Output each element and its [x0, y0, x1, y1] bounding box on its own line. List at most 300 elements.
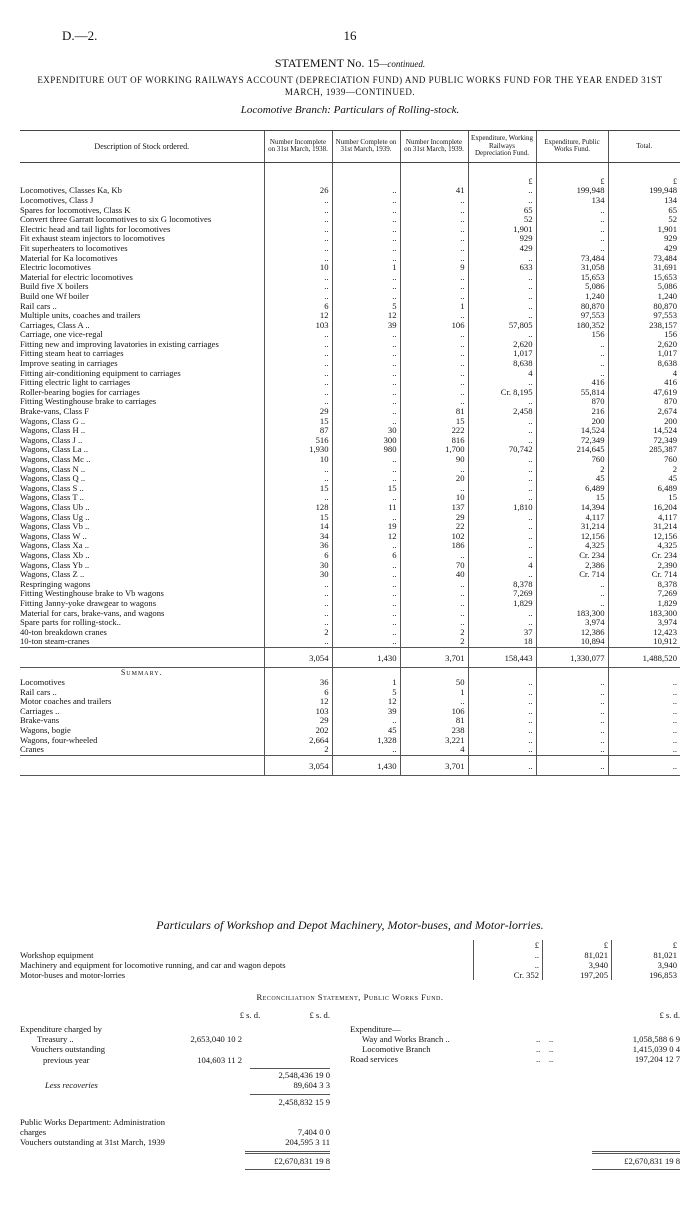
row-value: 15,653 [536, 273, 608, 283]
empty-cell [264, 668, 332, 678]
recon-title: Reconciliation Statement, Public Works Fund. [256, 992, 444, 1002]
empty-cell [536, 668, 608, 678]
row-label: Fitting Westinghouse brake to Vb wagons [20, 589, 164, 599]
row-value: .. [400, 349, 468, 359]
row-value: 37 [468, 628, 536, 638]
row-value: 26 [264, 186, 332, 196]
row-value: .. [400, 397, 468, 407]
row-value: 1,810 [468, 503, 536, 513]
row-value: 15 [264, 513, 332, 523]
row-value: .. [608, 678, 680, 688]
row-value: .. [400, 225, 468, 235]
summary-row [20, 726, 680, 736]
road-services-label: Road services [350, 1054, 398, 1064]
row-label: Wagons, Class La .. [20, 445, 89, 455]
row-value: 4,117 [536, 513, 608, 523]
row-value: .. [468, 273, 536, 283]
row-value: .. [468, 493, 536, 503]
row-value: 1 [332, 678, 400, 688]
row-value: 39 [332, 707, 400, 717]
row-value: .. [264, 609, 332, 619]
row-value: 31,214 [608, 522, 680, 532]
table-row [20, 436, 680, 446]
row-value: .. [608, 707, 680, 717]
row-value: .. [264, 225, 332, 235]
row-value: 19 [332, 522, 400, 532]
row-value: .. [468, 436, 536, 446]
row-value: .. [332, 215, 400, 225]
row-value: .. [400, 580, 468, 590]
table-row [20, 292, 680, 302]
row-value: .. [400, 697, 468, 707]
table-row [20, 599, 680, 609]
row-value: 199,948 [536, 186, 608, 196]
row-value: 22 [400, 522, 468, 532]
workshop-value: 197,205 [542, 970, 611, 980]
rolling-stock-table [20, 130, 680, 776]
row-value: .. [264, 330, 332, 340]
row-value: Cr. 234 [608, 551, 680, 561]
row-value: .. [264, 369, 332, 379]
row-value: 12 [332, 311, 400, 321]
row-value: 12 [264, 697, 332, 707]
row-value: .. [264, 637, 332, 647]
row-value: .. [536, 697, 608, 707]
row-value: .. [264, 206, 332, 216]
row-value: 14,394 [536, 503, 608, 513]
row-value: 41 [400, 186, 468, 196]
row-value: 10,894 [536, 637, 608, 647]
row-value: .. [536, 678, 608, 688]
row-value: 55,814 [536, 388, 608, 398]
row-value: .. [400, 599, 468, 609]
table-header [20, 131, 680, 163]
row-value: 3,221 [400, 736, 468, 746]
row-value: 156 [608, 330, 680, 340]
row-value: 45 [608, 474, 680, 484]
row-label: Build one Wf boiler [20, 291, 89, 301]
row-value: 516 [264, 436, 332, 446]
row-value: .. [400, 484, 468, 494]
workshop-value: £ [611, 940, 680, 950]
row-label: Material for cars, brake-vans, and wagons [20, 608, 165, 618]
row-label: Spare parts for rolling-stock.. [20, 618, 121, 628]
pwd-label-2: charges [20, 1127, 47, 1137]
row-value: .. [468, 292, 536, 302]
row-label: Fitting Westinghouse brake to carriages [20, 397, 157, 407]
table-row [20, 484, 680, 494]
row-value: 929 [608, 234, 680, 244]
row-value: 70,742 [468, 445, 536, 455]
row-value: .. [400, 292, 468, 302]
row-value: 2,458 [468, 407, 536, 417]
row-value: .. [264, 282, 332, 292]
row-value: 870 [536, 397, 608, 407]
row-value: 2,620 [468, 340, 536, 350]
row-value: 73,484 [608, 254, 680, 264]
row-value: .. [264, 273, 332, 283]
row-value: 1,700 [400, 445, 468, 455]
row-label: Brake-vans, Class F [20, 407, 89, 417]
row-value: .. [468, 311, 536, 321]
row-value: .. [332, 244, 400, 254]
rule [592, 1169, 680, 1170]
row-value: 30 [332, 426, 400, 436]
row-value: Cr. 714 [536, 570, 608, 580]
table-row [20, 215, 680, 225]
row-value: 57,805 [468, 321, 536, 331]
pwd-amount: 7,404 0 0 [297, 1127, 330, 1137]
workshop-label [20, 940, 473, 950]
row-value: 12,386 [536, 628, 608, 638]
row-value: 2 [400, 637, 468, 647]
row-label: Material for electric locomotives [20, 272, 133, 282]
row-value: 52 [608, 215, 680, 225]
row-value: £ [536, 162, 608, 186]
row-value: .. [536, 589, 608, 599]
workshop-value: Cr. 352 [473, 970, 542, 980]
row-value: 2 [400, 628, 468, 638]
row-value: .. [400, 330, 468, 340]
row-value: 2 [536, 465, 608, 475]
workshop-value: 196,853 [611, 970, 680, 980]
workshop-value: £ [473, 940, 542, 950]
row-value: .. [536, 225, 608, 235]
row-value: 31,058 [536, 263, 608, 273]
row-label: Wagons, Class Xb .. [20, 550, 90, 560]
row-value: 29 [400, 513, 468, 523]
row-value: .. [608, 697, 680, 707]
row-value: 5,086 [608, 282, 680, 292]
row-value: 103 [264, 321, 332, 331]
row-value: .. [400, 369, 468, 379]
row-label: Wagons, Class Vb .. [20, 522, 90, 532]
row-value: .. [468, 541, 536, 551]
table-row [20, 541, 680, 551]
row-value: .. [468, 609, 536, 619]
workshop-row [20, 970, 680, 980]
table-row [20, 397, 680, 407]
row-value: .. [536, 359, 608, 369]
row-label: Wagons, Class Mc .. [20, 455, 91, 464]
row-value: .. [264, 618, 332, 628]
row-value: .. [536, 716, 608, 726]
row-label: Wagons, Class S .. [20, 483, 84, 493]
row-value: .. [468, 426, 536, 436]
workshop-row [20, 960, 680, 970]
row-value: .. [468, 484, 536, 494]
table-row [20, 417, 680, 427]
row-value: 980 [332, 445, 400, 455]
row-value: 2,664 [264, 736, 332, 746]
row-value: 128 [264, 503, 332, 513]
row-value: .. [468, 532, 536, 542]
table-row [20, 263, 680, 273]
row-value: .. [468, 551, 536, 561]
row-label: Fit exhaust steam injectors to locomotives [20, 234, 165, 244]
row-value: .. [400, 551, 468, 561]
row-value: 156 [536, 330, 608, 340]
row-value: .. [400, 215, 468, 225]
row-label: 10-ton steam-cranes [20, 637, 90, 647]
table-row [20, 302, 680, 312]
row-value: .. [332, 513, 400, 523]
table-row [20, 628, 680, 638]
row-label: Rail cars .. [20, 301, 57, 311]
row-value: .. [332, 716, 400, 726]
row-value: 12 [332, 532, 400, 542]
locomotive-branch-label: Locomotive Branch [362, 1044, 431, 1054]
row-value: .. [264, 388, 332, 398]
row-value: .. [332, 292, 400, 302]
vouchers-label-1: Vouchers outstanding [31, 1044, 106, 1054]
leader-dots: .. .. [536, 1034, 554, 1044]
row-value: 8,638 [468, 359, 536, 369]
page-ref: D.—2. [62, 28, 98, 43]
row-value: 73,484 [536, 254, 608, 264]
row-label: Wagons, Class Xa .. [20, 541, 90, 551]
statement-title: STATEMENT No. 15—continued. [274, 56, 426, 70]
row-label: Fit superheaters to locomotives [20, 243, 128, 253]
row-value: Cr. 234 [536, 551, 608, 561]
exp-charged-amount: 2,653,040 10 2 [190, 1034, 242, 1044]
row-value: .. [468, 378, 536, 388]
summary-heading [20, 668, 680, 678]
row-value: .. [536, 349, 608, 359]
row-value: 12,156 [536, 532, 608, 542]
row-value: 1 [400, 688, 468, 698]
right-total: £2,670,831 19 8 [624, 1156, 680, 1166]
table-row [20, 637, 680, 647]
row-value: .. [400, 254, 468, 264]
row-value: .. [536, 688, 608, 698]
double-rule [592, 1151, 680, 1154]
row-value: .. [400, 340, 468, 350]
row-value: .. [332, 609, 400, 619]
row-value: .. [332, 378, 400, 388]
row-label: Locomotives, Classes Ka, Kb [20, 186, 122, 196]
row-value: 134 [608, 196, 680, 206]
table-row [20, 570, 680, 580]
empty-cell [608, 668, 680, 678]
row-value: 12 [332, 697, 400, 707]
table-row [20, 330, 680, 340]
table-row [20, 234, 680, 244]
workshop-value: .. [473, 950, 542, 960]
row-value: 20 [400, 474, 468, 484]
table-row [20, 206, 680, 216]
row-value: 8,638 [608, 359, 680, 369]
row-value: 1,017 [468, 349, 536, 359]
row-label: Roller-bearing bogies for carriages [20, 387, 140, 397]
row-value: 16,204 [608, 503, 680, 513]
row-value: .. [332, 580, 400, 590]
row-value: .. [468, 618, 536, 628]
row-value: 1,240 [608, 292, 680, 302]
row-value: .. [332, 359, 400, 369]
rule [250, 1094, 330, 1095]
row-value: 47,619 [608, 388, 680, 398]
row-value: 870 [608, 397, 680, 407]
table-row [20, 186, 680, 196]
row-value: .. [608, 716, 680, 726]
row-value: .. [468, 716, 536, 726]
row-value: .. [400, 244, 468, 254]
row-value: 18 [468, 637, 536, 647]
row-label: Locomotives [20, 678, 65, 688]
table-row [20, 349, 680, 359]
row-value: 10 [400, 493, 468, 503]
row-label: Wagons, Class Ug .. [20, 512, 90, 522]
row-value: 1,328 [332, 736, 400, 746]
summary-row [20, 745, 680, 755]
row-value: 1,901 [468, 225, 536, 235]
subtotal-2: 2,458,832 15 9 [278, 1097, 330, 1107]
table-row [20, 493, 680, 503]
row-value [332, 162, 400, 186]
vouchers-out-amount: 204,595 3 11 [285, 1137, 330, 1147]
table-row [20, 388, 680, 398]
row-value: 214,645 [536, 445, 608, 455]
row-value: 3,054 [264, 755, 332, 776]
table-row [20, 369, 680, 379]
row-value: 1,829 [468, 599, 536, 609]
row-label: Wagons, four-wheeled [20, 735, 98, 745]
row-value: 90 [400, 455, 468, 465]
summary-total-row [20, 755, 680, 776]
row-value: .. [536, 369, 608, 379]
row-value: .. [332, 541, 400, 551]
row-value: .. [536, 726, 608, 736]
main-title: EXPENDITURE OUT OF WORKING RAILWAYS ACCOUNT (DEPRECIATION FUND) AND PUBLIC WORKS FUND FOR THE YEAR ENDED 31ST MARCH, 1939—CONTINUED. [37, 75, 663, 97]
row-value: .. [332, 330, 400, 340]
row-value: .. [468, 697, 536, 707]
row-value: .. [400, 609, 468, 619]
workshop-label: Machinery and equipment for locomotive running, and car and wagon depots [20, 960, 286, 970]
row-value: 15 [332, 484, 400, 494]
row-value: 6 [264, 688, 332, 698]
row-value: Cr. 714 [608, 570, 680, 580]
row-value: 5 [332, 302, 400, 312]
row-value: 222 [400, 426, 468, 436]
row-value: 1,901 [608, 225, 680, 235]
row-value: 929 [468, 234, 536, 244]
row-value: 4 [400, 745, 468, 755]
row-value: £ [608, 162, 680, 186]
row-label: Wagons, Class Z .. [20, 570, 85, 580]
row-value: 31,691 [608, 263, 680, 273]
row-value: .. [468, 474, 536, 484]
row-value: 158,443 [468, 647, 536, 668]
total-row [20, 647, 680, 668]
workshop-value: .. [473, 960, 542, 970]
row-value: 216 [536, 407, 608, 417]
row-value: 1,430 [332, 647, 400, 668]
workshop-value: 3,940 [611, 960, 680, 970]
table-row [20, 474, 680, 484]
row-label: Fitting steam heat to carriages [20, 349, 124, 359]
table-row [20, 321, 680, 331]
column-header: Expenditure, Working Railways Depreciation Fund. [468, 131, 536, 163]
row-value: £ [468, 162, 536, 186]
row-value: .. [264, 349, 332, 359]
row-value: .. [332, 570, 400, 580]
row-value: .. [536, 745, 608, 755]
row-value: .. [264, 580, 332, 590]
sub-title: Locomotive Branch: Particulars of Rolling-stock. [240, 104, 460, 116]
pwd-label-1: Public Works Department: Administration [20, 1117, 165, 1127]
row-label: Carriage, one vice-regal [20, 330, 103, 340]
row-label: Multiple units, coaches and trailers [20, 311, 141, 321]
row-value: 1,430 [332, 755, 400, 776]
row-value: 2 [264, 628, 332, 638]
row-value: 10,912 [608, 637, 680, 647]
row-value: .. [468, 254, 536, 264]
row-value: 416 [608, 378, 680, 388]
row-value: 81 [400, 407, 468, 417]
left-total: £2,670,831 19 8 [274, 1156, 330, 1166]
summary-row [20, 707, 680, 717]
row-value: .. [332, 628, 400, 638]
table-row [20, 282, 680, 292]
table-row [20, 618, 680, 628]
workshop-value: 81,021 [611, 950, 680, 960]
table-row [20, 503, 680, 513]
table-row [20, 589, 680, 599]
row-value: .. [332, 196, 400, 206]
table-row [20, 225, 680, 235]
workshop-label: Workshop equipment [20, 950, 94, 960]
row-value: .. [468, 465, 536, 475]
row-value: 760 [536, 455, 608, 465]
recon-head-right: £ s. d. [659, 1010, 680, 1020]
table-row [20, 254, 680, 264]
row-value: 2,620 [608, 340, 680, 350]
row-value: 416 [536, 378, 608, 388]
vouchers-label-2: previous year [43, 1055, 90, 1065]
vouchers-amount: 104,603 11 2 [197, 1055, 242, 1065]
row-label: Electric head and tail lights for locomotives [20, 224, 171, 234]
row-value: .. [468, 330, 536, 340]
row-value: 14 [264, 522, 332, 532]
row-value: .. [536, 755, 608, 776]
row-label: Wagons, Class N .. [20, 464, 86, 474]
row-value: .. [264, 474, 332, 484]
summary-row [20, 697, 680, 707]
row-label: Fitting Janny-yoke drawgear to wagons [20, 598, 157, 608]
table-row [20, 273, 680, 283]
row-label: Wagons, Class Q .. [20, 474, 86, 484]
row-value: .. [468, 736, 536, 746]
column-header: Expenditure, Public Works Fund. [536, 131, 608, 163]
row-value: 15,653 [608, 273, 680, 283]
row-value: 4,325 [608, 541, 680, 551]
row-value: 65 [468, 206, 536, 216]
row-value: .. [608, 755, 680, 776]
row-value: .. [608, 688, 680, 698]
road-services-amount: 197,204 12 7 [634, 1054, 680, 1064]
unit-row [20, 162, 680, 186]
row-value: 2 [608, 465, 680, 475]
row-value: .. [332, 493, 400, 503]
row-value: .. [536, 234, 608, 244]
table-row [20, 340, 680, 350]
workshop-value: £ [542, 940, 611, 950]
exp-charged-label-2: Treasury .. [37, 1034, 74, 1044]
row-value: .. [400, 589, 468, 599]
row-value: 39 [332, 321, 400, 331]
row-value: 1,829 [608, 599, 680, 609]
